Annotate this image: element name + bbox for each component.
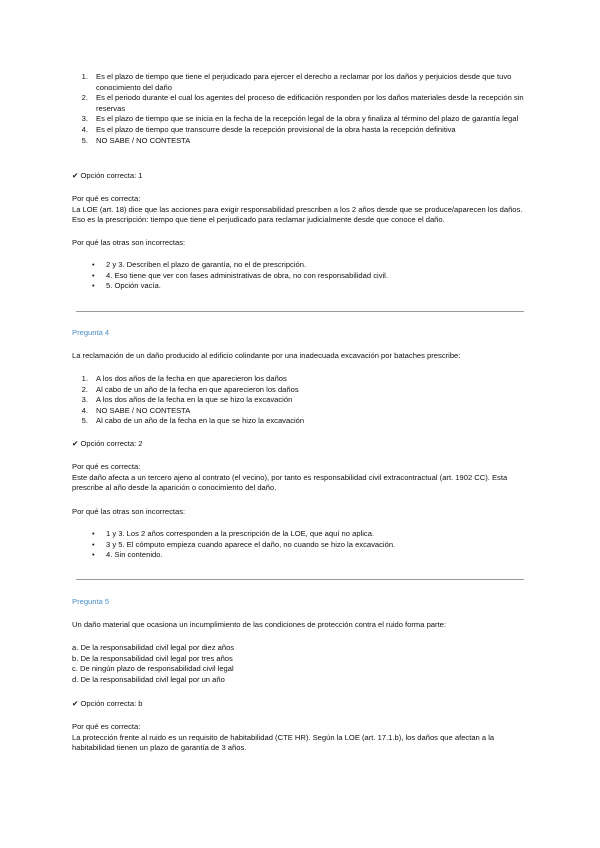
option-item: a. De la responsabilidad civil legal por diez años	[72, 643, 235, 652]
list-item: • 5. Opción vacía.	[72, 281, 524, 292]
q5-correct-answer: ✔ Opción correcta: b	[72, 699, 143, 708]
why-correct-text: La LOE (art. 18) dice que las acciones para exigir responsabilidad prescriben a los 2 años desde que se produce/aparecen los daños. Eso es la prescripción: tiempo que tiene el perjudicado para reclamar judicialmente desde que conoce el daño.	[72, 204, 523, 225]
option-item: c. De ningún plazo de responsabilidad civil legal	[72, 664, 234, 674]
option-item: 1. Es el plazo de tiempo que tiene el perjudicado para ejercer el derecho a reclamar por los daños y perjuicios desde que tuvo conocimiento del daño	[81, 72, 512, 92]
option-item: 3. Es el plazo de tiempo que se inicia en la fecha de la recepción legal de la obra y finaliza al término del plazo de garantía legal	[81, 114, 519, 124]
option-item: b. De la responsabilidad civil legal por tres años	[72, 653, 233, 663]
q3-explanation	[72, 194, 524, 226]
list-item: • 1 y 3. Los 2 años corresponden a la prescripción de la LOE, que aquí no aplica.	[72, 529, 524, 540]
q3-options	[72, 72, 524, 146]
q4-explanation	[72, 462, 524, 494]
option-item: 2. Es el periodo durante el cual los agentes del proceso de edificación responden por los daños materiales desde la recepción sin reservas	[81, 93, 524, 113]
q4-wrong-list	[72, 529, 524, 561]
why-wrong-label: Por qué las otras son incorrectas:	[72, 238, 186, 247]
question-title: Pregunta 4	[72, 328, 110, 337]
list-item: • 3 y 5. El cómputo empieza cuando aparece el daño, no cuando se hizo la excavación.	[72, 540, 524, 551]
divider	[76, 311, 524, 312]
list-item: • 4. Eso tiene que ver con fases administrativas de obra, no con responsabilidad civil.	[72, 271, 524, 282]
option-item: 1. A los dos años de la fecha en que aparecieron los daños	[81, 374, 287, 383]
why-correct-text: Este daño afecta a un tercero ajeno al contrato (el vecino), por tanto es responsabilidad civil extracontractual (art. 1902 CC). Esta prescribe al año desde la aparición o conocimiento del daño.	[72, 472, 508, 493]
option-item: 2. Al cabo de un año de la fecha en que aparecieron los daños	[81, 384, 299, 394]
q5-options	[72, 643, 524, 685]
option-item: d. De la responsabilidad civil legal por un año	[72, 674, 225, 684]
divider	[76, 579, 524, 580]
why-correct-label: Por qué es correcta:	[72, 722, 141, 731]
question-text: La reclamación de un daño producido al edificio colindante por una inadecuada excavación por bataches prescribe:	[72, 351, 461, 360]
q4-options	[72, 374, 524, 427]
q4-correct-answer: ✔ Opción correcta: 2	[72, 439, 143, 448]
question-title: Pregunta 5	[72, 597, 110, 606]
q5-explanation	[72, 722, 524, 754]
q3-correct-answer: ✔ Opción correcta: 1	[72, 171, 143, 180]
list-item: • 4. Sin contenido.	[72, 550, 524, 561]
why-wrong-label: Por qué las otras son incorrectas:	[72, 507, 186, 516]
option-item: 5. Al cabo de un año de la fecha en la que se hizo la excavación	[81, 416, 305, 426]
why-correct-label: Por qué es correcta:	[72, 194, 141, 203]
option-item: 3. A los dos años de la fecha en la que se hizo la excavación	[81, 395, 293, 405]
option-item: 5. NO SABE / NO CONTESTA	[81, 135, 191, 145]
list-item: • 2 y 3. Describen el plazo de garantía, no el de prescripción.	[72, 260, 524, 271]
option-item: 4. NO SABE / NO CONTESTA	[81, 405, 191, 415]
question-text: Un daño material que ocasiona un incumplimiento de las condiciones de protección contra el ruido forma parte:	[72, 620, 446, 629]
q3-wrong-list	[72, 260, 524, 292]
option-item: 4. Es el plazo de tiempo que transcurre desde la recepción provisional de la obra hasta la recepción definitiva	[81, 124, 456, 134]
why-correct-text: La protección frente al ruido es un requisito de habitabilidad (CTE HR). Según la LOE (art. 17.1.b), los daños que afectan a la habitabilidad tienen un plazo de garantía de 3 años.	[72, 732, 495, 753]
why-correct-label: Por qué es correcta:	[72, 462, 141, 471]
